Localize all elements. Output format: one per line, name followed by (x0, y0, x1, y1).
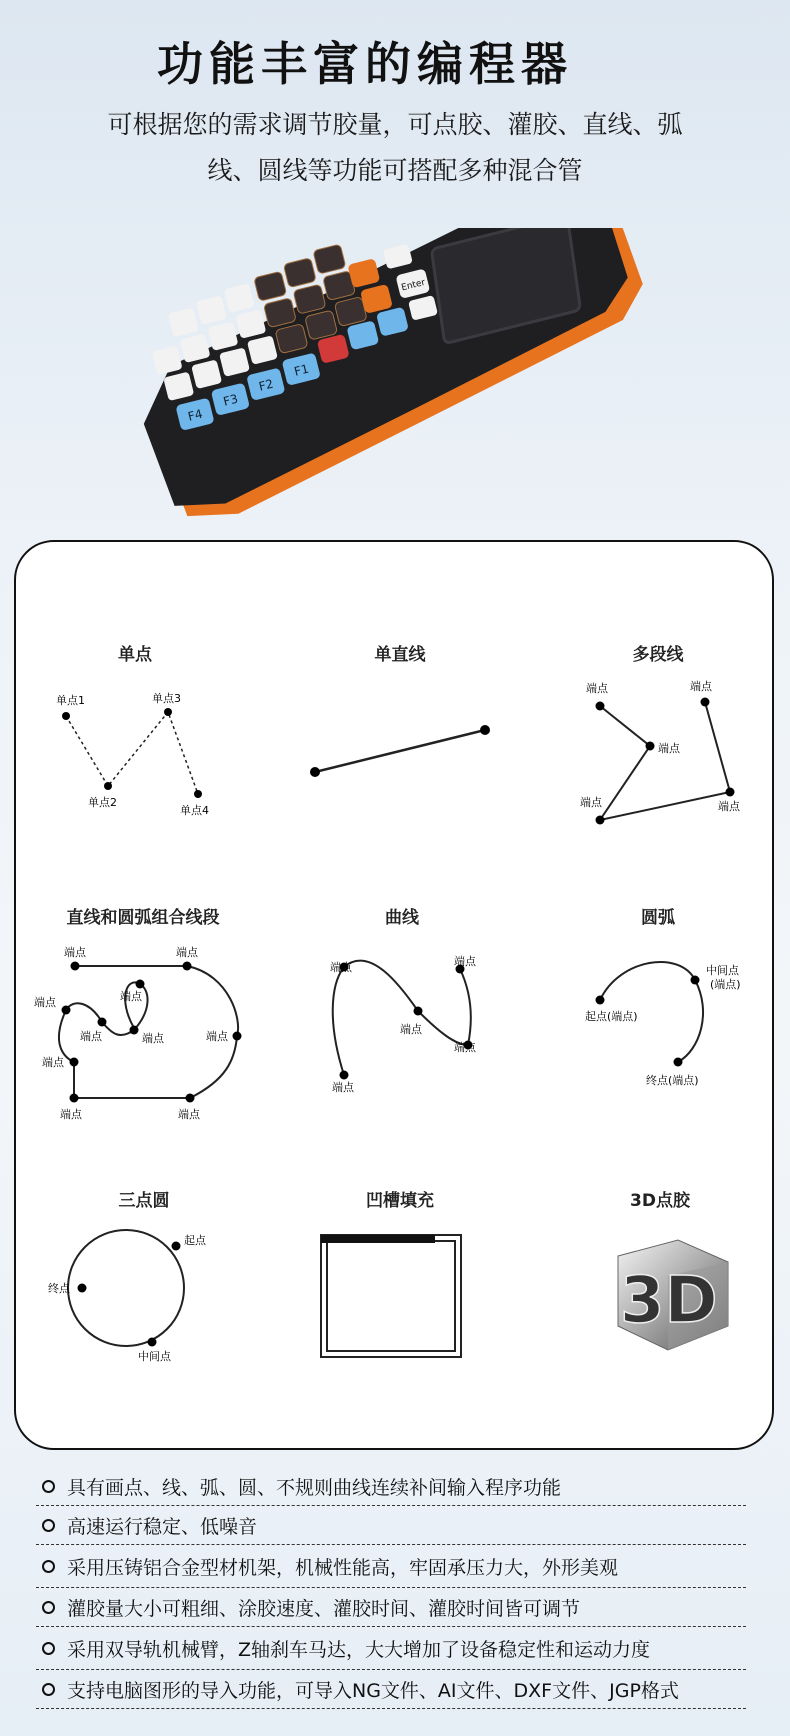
bullet-icon (42, 1480, 55, 1493)
point-label: 端点 (42, 1056, 64, 1069)
groove-fill-diagram (318, 1232, 468, 1362)
point-label: 端点 (64, 946, 86, 959)
programmer-device-image (110, 228, 670, 528)
point-label: 端点 (332, 1081, 354, 1094)
point-label: 端点 (454, 1041, 476, 1054)
point-label: 单点3 (152, 692, 181, 705)
label-arc: 圆弧 (641, 908, 675, 928)
bullet-icon (42, 1683, 55, 1696)
single-line-diagram (300, 710, 510, 790)
point-label: 端点 (176, 946, 198, 959)
feature-text: 支持电脑图形的导入功能，可导入NG文件、AI文件、DXF文件、JGP格式 (67, 1679, 679, 1702)
f1-key-label: F1 (292, 361, 311, 379)
point-label: 端点 (718, 800, 740, 813)
point-label: 起点 (184, 1234, 206, 1247)
label-line-arc-combo: 直线和圆弧组合线段 (66, 908, 220, 928)
bullet-icon (42, 1642, 55, 1655)
bullet-icon (42, 1560, 55, 1573)
label-single-line: 单直线 (374, 645, 426, 665)
point-label: 终点(端点) (646, 1074, 699, 1087)
3d-logo-text: 3D (620, 1264, 718, 1338)
feature-item (36, 1467, 746, 1506)
feature-text: 具有画点、线、弧、圆、不规则曲线连续补间输入程序功能 (67, 1476, 562, 1499)
subtitle-line-2: 线、圆线等功能可搭配多种混合管 (207, 156, 583, 185)
point-label: 中间点 (138, 1350, 171, 1363)
label-polyline: 多段线 (632, 645, 684, 665)
feature-text: 采用压铸铝合金型材机架，机械性能高，牢固承压力大，外形美观 (67, 1556, 619, 1579)
subtitle-line-1: 可根据您的需求调节胶量，可点胶、灌胶、直线、弧 (107, 110, 683, 139)
point-label: 端点 (690, 680, 712, 693)
three-point-circle-diagram (40, 1222, 230, 1372)
feature-text: 灌胶量大小可粗细、涂胶速度、灌胶时间、灌胶时间皆可调节 (67, 1597, 581, 1620)
point-label: 起点(端点) (585, 1010, 638, 1023)
point-label: 端点 (34, 996, 56, 1009)
point-label: 端点 (400, 1023, 422, 1036)
feature-item (36, 1545, 746, 1588)
feature-item (36, 1506, 746, 1545)
f2-key-label: F2 (257, 376, 275, 394)
point-label: 端点 (178, 1108, 200, 1121)
point-label: 单点4 (180, 804, 209, 817)
page-subtitle (50, 102, 740, 194)
f4-key-label: F4 (186, 406, 204, 424)
curve-diagram (320, 945, 500, 1105)
3d-logo-icon (598, 1226, 738, 1366)
feature-item (36, 1670, 746, 1709)
point-label: 端点 (206, 1030, 228, 1043)
point-label: 端点 (658, 742, 680, 755)
point-label: 端点 (120, 990, 142, 1003)
feature-text: 采用双导轨机械臂，Z轴刹车马达，大大增加了设备稳定性和运动力度 (67, 1638, 651, 1661)
bullet-icon (42, 1519, 55, 1532)
arc-diagram (580, 950, 770, 1100)
point-label: 端点 (142, 1032, 164, 1045)
f3-key-label: F3 (221, 391, 240, 409)
point-label: 端点 (580, 796, 602, 809)
feature-item (36, 1588, 746, 1627)
point-label: (端点) (710, 978, 741, 991)
label-curve: 曲线 (385, 908, 419, 928)
label-3d-dispensing: 3D点胶 (630, 1191, 690, 1211)
point-label: 单点2 (88, 796, 117, 809)
label-single-point: 单点 (118, 645, 152, 665)
label-groove-fill: 凹槽填充 (366, 1191, 434, 1211)
point-label: 终点 (48, 1282, 70, 1295)
feature-list (36, 1467, 746, 1709)
label-three-point-circle: 三点圆 (118, 1191, 170, 1211)
line-arc-combo-diagram (30, 940, 260, 1140)
bullet-icon (42, 1601, 55, 1614)
point-label: 端点 (60, 1108, 82, 1121)
feature-text: 高速运行稳定、低噪音 (67, 1515, 258, 1538)
point-label: 端点 (80, 1030, 102, 1043)
point-label: 端点 (454, 955, 476, 968)
polyline-diagram (570, 672, 770, 832)
point-label: 中间点 (706, 964, 739, 977)
page-title: 功能丰富的编程器 (157, 37, 573, 91)
point-label: 单点1 (56, 694, 85, 707)
feature-item (36, 1627, 746, 1670)
single-point-diagram (40, 680, 240, 830)
enter-key-label: Enter (400, 277, 427, 294)
point-label: 端点 (586, 682, 608, 695)
point-label: 端点 (330, 961, 352, 974)
